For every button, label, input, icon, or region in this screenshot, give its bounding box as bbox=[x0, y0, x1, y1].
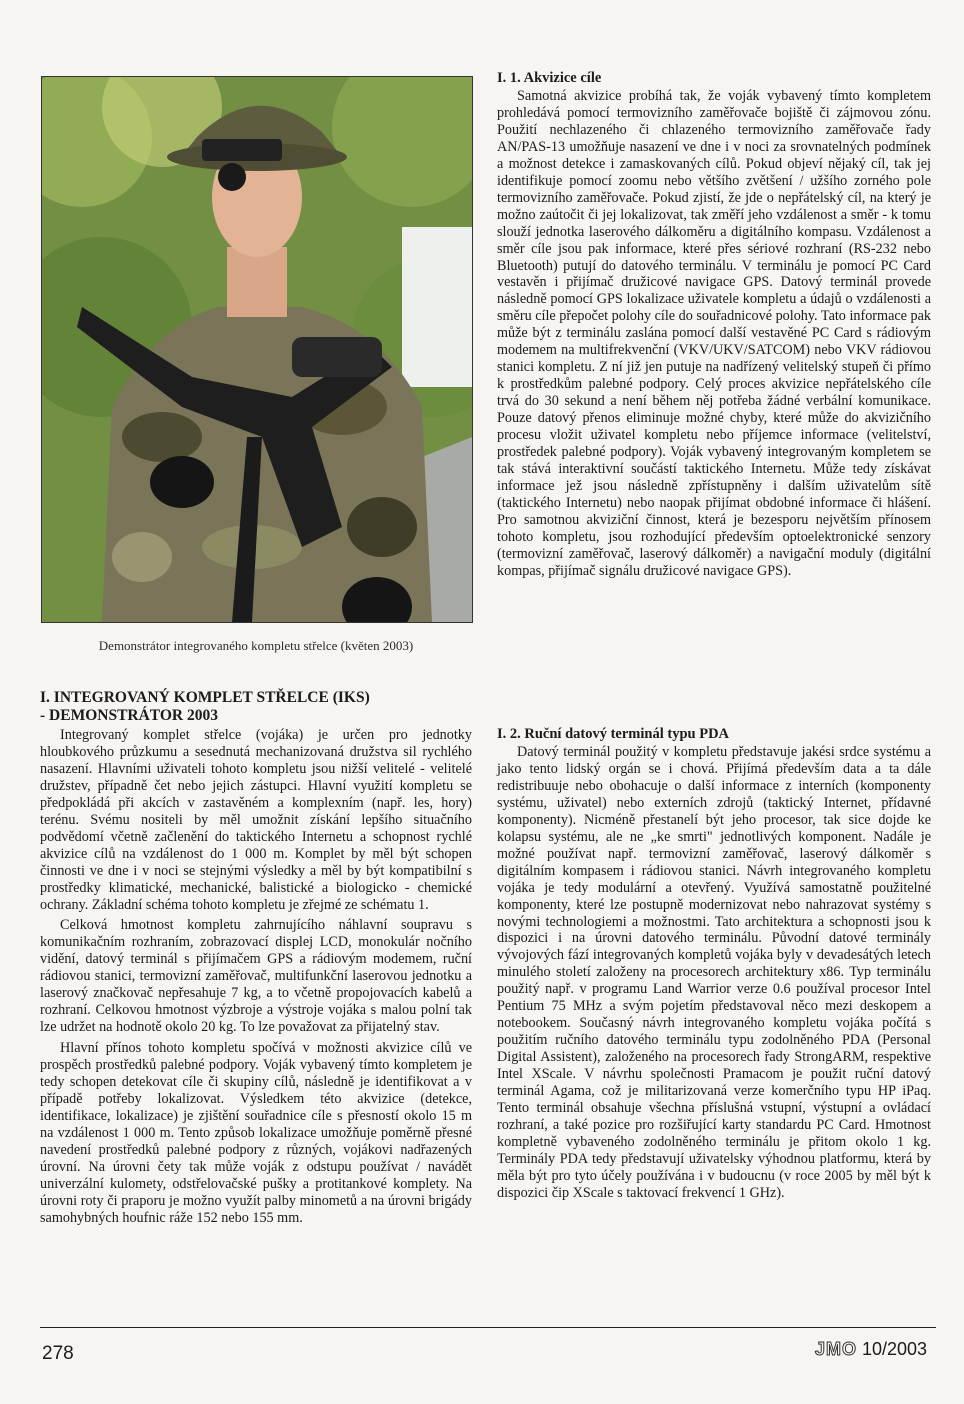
article-heading-line2: - DEMONSTRÁTOR 2003 bbox=[40, 707, 218, 724]
footer-rule bbox=[40, 1327, 936, 1328]
article-heading-line1: I. INTEGROVANÝ KOMPLET STŘELCE (IKS) bbox=[40, 689, 370, 706]
section-target-acquisition bbox=[497, 70, 931, 580]
paragraph: Samotná akvizice probíhá tak, že voják vybavený tímto kompletem prohledává pomocí termovizního zaměřovače bojiště či zájmovou zónu. Použití nechlazeného či chlazeného termovizního zaměřovače řady AN/PAS-13 umožňuje nasazení ve dne i v noci za srovnatelných podmínek a možnost detekce i zamaskovaných cílů. Pokud objeví nějaký cíl, tak jej identifikuje pomocí zoomu nebo většího zvětšení / užšího zorného pole termovizního zaměřovače. Pokud zjistí, že jde o nepřátelský cíl, na který je možno zaútočit či jej lokalizovat, tak změří jeho vzdálenost a směr - k tomu slouží jednotka laserového dálkoměru a digitálního kompasu. Vzdálenost a směr cíle jsou pak informace, které přes sériové rozhraní (RS-232 nebo Bluetooth) putují do datového terminálu. V terminálu je pomocí PC Card vestavěn i přijímač družicové navigace GPS. Datový terminál provede následně pomocí GPS lokalizace uživatele kompletu a údajů o vzdálenosti a směru cíle přepočet polohy cíle do souřadnicové polohy. Tato informace pak může být z terminálu zaslána pomocí další vestavěné PC Card s rádiovým modemem na multifrekvenční (VKV/UKV/SATCOM) nebo VKV rádiovou stanici kompletu. Z ní již jen putuje na nadřízený velitelský stupeň či přímo k prostředkům palebné podpory. Celý proces akvizice nepřátelského cíle trvá do 30 sekund a není během něj potřeba žádné verbální komunikace. Pouze datový přenos eliminuje možné chyby, které může do akvizičního procesu vložit uživatel kompletu nebo příjemce informace (velitelství, prostředek palebné podpory). Voják vybavený integrovaným kompletem se tak stává interaktivní součástí taktického Internetu. Může tedy získávat informace jež jsou následně zpřístupněny i dalším uživatelům sítě (taktického Internetu) nebo naopak přijímat obdobné informace či hlášení. Pro samotnou akviziční činnost, která je bezesporu největším přínosem tohoto kompletu, jsou rozhodující především optoelektronické senzory (termovizní zaměřovač, laserový dálkoměr) a navigační moduly (digitální kompas, přijímač signálu družicové navigace GPS). bbox=[497, 88, 931, 579]
soldier-photo bbox=[41, 76, 473, 623]
soldier-photo-illustration bbox=[42, 77, 472, 622]
left-column-text bbox=[40, 727, 472, 1227]
article-heading bbox=[40, 689, 472, 725]
figure-caption: Demonstrátor integrovaného kompletu střelce (květen 2003) bbox=[98, 638, 414, 653]
issue-number: 10/2003 bbox=[862, 1339, 928, 1359]
paragraph: Celková hmotnost kompletu zahrnujícího náhlavní soupravu s komunikačním rozhraním, zobrazovací displej LCD, monokulár nočního vidění, datový terminál s přijímačem GPS a rádiovým modemem, ruční rádiovou stanici, termovizní zaměřovač, multifunkční laserovou jednotku a laserový značkovač nepřesahuje 7 kg, a to včetně propojovacích kabelů a rozhraní. Celkovou hmotnost výzbroje a výstroje vojáka s malou polní tak lze udržet na hodnotě okolo 20 kg. To lze považovat za přijatelný stav. bbox=[40, 917, 472, 1036]
journal-logo: JMO bbox=[815, 1339, 858, 1359]
section-title: I. 2. Ruční datový terminál typu PDA bbox=[497, 726, 730, 742]
section-pda-terminal bbox=[497, 726, 931, 1202]
section-title: I. 1. Akvizice cíle bbox=[497, 70, 602, 86]
page-number: 278 bbox=[42, 1343, 74, 1364]
paragraph: Integrovaný komplet střelce (vojáka) je určen pro jednotky hloubkového průzkumu a sesednutá mechanizovaná družstva sil rychlého nasazení. Hlavními uživateli tohoto kompletu jsou nižší velitelé - velitelé družstev, případně čet nebo jejich zástupci. Hlavní využití kompletu se předpokládá při akcích v zastavěném a komplexním (např. les, hory) terénu. Svému nositeli by měl umožnit získání lepšího situačního podvědomí včetně začlenění do taktického Internetu a schopnost rychlé akvizice cílů na vzdálenost do 1 000 m. Komplet by měl být schopen činnosti ve dne i v noci se stejnými výsledky a měl by být kompatibilní s prostředky klimatické, mechanické, balistické a biologicko - chemické ochrany. Základní schéma tohoto kompletu je zřejmé ze schématu 1. bbox=[40, 727, 472, 913]
paragraph: Datový terminál použitý v kompletu představuje jakési srdce systému a jako tento lidský orgán se i chová. Přijímá především data a ta dále redistribuuje nebo obohacuje o další informace z interních (komponenty systému, uživatel) nebo externích zdrojů (taktický Internet, přídavné komponenty). Nicméně přestanelí být jeho procesor, tak sice dojde ke kolapsu systému, ale ne „ke smrti" jednotlivých komponent. Nadále je možné používat např. termovizní zaměřovač, laserový dálkoměr s digitálním kompasem i rádiovou stanici. Návrh integrovaného kompletu vojáka je tedy modulární a otevřený. Využívá samostatně použitelné komponenty, které lze postupně modernizovat nebo nahrazovat systémy s novými technologiemi a možnostmi. Tato architektura a schopnosti jsou k dispozici i na úrovni datového terminálu. Původní datové terminály vývojových fází integrovaných kompletů vojáka byly v devadesátých letech minulého století založeny na procesorech architektury x86. Typ terminálu použitý např. v programu Land Warrior verze 0.6 používal procesor Intel Pentium 75 MHz a svým pojetím představoval něco mezi deskopem a notebookem. Současný návrh integrovaného kompletu vojáka počítá s použitím ručního datového terminálu typu zodolněného PDA (Personal Digital Assistent), založeného na procesorech řady StrongARM, respektive Intel XScale. V návrhu společnosti Pramacom je použit ruční datový terminál Agama, což je militarizovaná verze komerčního typu HP iPaq. Tento terminál obsahuje všechna příslušná vstupní, výstupní a ovládací rozhraní, a také pozice pro rozšiřující karty standardu PC Card. Hmotnost kompletně vybaveného zodolněného terminálu je přitom okolo 1 kg. Terminály PDA tedy představují uživatelsky výhodnou platformu, která by měla být pro tyto účely používána i v budoucnu (v roce 2005 by měl být k dispozici čip XScale s taktovací frekvencí 1 GHz). bbox=[497, 744, 931, 1201]
paragraph: Hlavní přínos tohoto kompletu spočívá v možnosti akvizice cílů ve prospěch prostředků palebné podpory. Voják vybavený tímto kompletem je tedy schopen detekovat cíle či skupiny cílů, následně je identifikovat a v případě potřeby lokalizovat. Výsledkem této akvizice (detekce, identifikace, lokalizace) je zjištění souřadnice cíle s přesností okolo 15 m na vzdálenost 1 000 m. Tento způsob lokalizace umožňuje poměrně přesné navedení prostředků palebné podpory z různých, vojákovi nadřazených úrovní. Na úrovni čety tak může voják z odstupu používat / navádět univerzální kulomety, odstřelovačské pušky a protitankové komplety. Na úrovni roty či praporu je možno využít palby minometů a na úrovni brigády samohybných houfnic ráže 152 nebo 155 mm. bbox=[40, 1040, 472, 1226]
